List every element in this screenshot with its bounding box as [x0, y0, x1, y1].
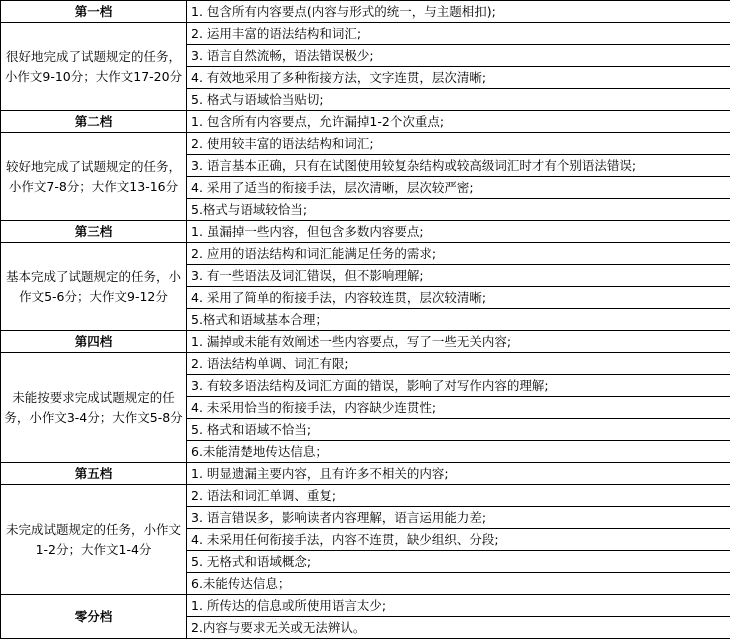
criterion: 3. 语言基本正确，只有在试图使用较复杂结构或较高级词汇时才有个别语法错误;: [187, 155, 730, 177]
grade-row: [1, 353, 730, 375]
criterion: 1. 明显遗漏主要内容，且有许多不相关的内容;: [187, 463, 730, 485]
criterion: 4. 未采用任何衔接手法，内容不连贯，缺少组织、分段;: [187, 529, 730, 551]
grade-title: 第二档: [1, 111, 187, 133]
criterion: 1. 所传达的信息或所使用语言太少;: [187, 595, 730, 617]
grade-title: 零分档: [1, 595, 187, 639]
criterion: 4. 未采用恰当的衔接手法，内容缺少连贯性;: [187, 397, 730, 419]
grade-header-row: [1, 111, 730, 133]
criterion: 2.内容与要求无关或无法辨认。: [187, 617, 730, 639]
criterion: 1. 虽漏掉一些内容，但包含多数内容要点;: [187, 221, 730, 243]
criterion: 5. 无格式和语域概念;: [187, 551, 730, 573]
criterion: 1. 包含所有内容要点，允许漏掉1-2个次重点;: [187, 111, 730, 133]
criterion: 4. 采用了简单的衔接手法，内容较连贯，层次较清晰;: [187, 287, 730, 309]
grade-header-row: [1, 331, 730, 353]
grade-header-row: [1, 595, 730, 617]
criterion: 2. 应用的语法结构和词汇能满足任务的需求;: [187, 243, 730, 265]
grade-description: 很好地完成了试题规定的任务，小作文9-10分；大作文17-20分: [1, 23, 187, 111]
grade-title: 第四档: [1, 331, 187, 353]
criterion: 5. 格式和语域不恰当;: [187, 419, 730, 441]
criterion: 3. 有较多语法结构及词汇方面的错误，影响了对写作内容的理解;: [187, 375, 730, 397]
criterion: 4. 采用了适当的衔接手法，层次清晰，层次较严密;: [187, 177, 730, 199]
criterion: 3. 语言自然流畅，语法错误极少;: [187, 45, 730, 67]
grade-title: 第三档: [1, 221, 187, 243]
grade-row: [1, 243, 730, 265]
grade-description: 较好地完成了试题规定的任务，小作文7-8分；大作文13-16分: [1, 133, 187, 221]
criterion: 2. 运用丰富的语法结构和词汇;: [187, 23, 730, 45]
criterion: 6.未能传达信息；: [187, 573, 730, 595]
grade-header-row: [1, 221, 730, 243]
grade-row: [1, 23, 730, 45]
criterion: 2. 语法结构单调、词汇有限;: [187, 353, 730, 375]
criterion: 5.格式和语域基本合理；: [187, 309, 730, 331]
criterion: 2. 语法和词汇单调、重复;: [187, 485, 730, 507]
grade-row: [1, 133, 730, 155]
grade-header-row: [1, 463, 730, 485]
grade-description: 未能按要求完成试题规定的任务，小作文3-4分；大作文5-8分: [1, 353, 187, 463]
criterion: 3. 语言错误多，影响读者内容理解，语言运用能力差;: [187, 507, 730, 529]
criterion: 1. 包含所有内容要点(内容与形式的统一，与主题相扣);: [187, 1, 730, 23]
criterion: 1. 漏掉或未能有效阐述一些内容要点，写了一些无关内容;: [187, 331, 730, 353]
grade-row: [1, 485, 730, 507]
grade-description: 未完成试题规定的任务，小作文1-2分；大作文1-4分: [1, 485, 187, 595]
grade-title: 第一档: [1, 1, 187, 23]
criterion: 5. 格式与语域恰当贴切;: [187, 89, 730, 111]
criterion: 3. 有一些语法及词汇错误，但不影响理解;: [187, 265, 730, 287]
criterion: 4. 有效地采用了多种衔接方法，文字连贯，层次清晰;: [187, 67, 730, 89]
criterion: 2. 使用较丰富的语法结构和词汇;: [187, 133, 730, 155]
grade-title: 第五档: [1, 463, 187, 485]
criterion: 5.格式与语域较恰当;: [187, 199, 730, 221]
grade-description: 基本完成了试题规定的任务，小作文5-6分；大作文9-12分: [1, 243, 187, 331]
grade-header-row: [1, 1, 730, 23]
criterion: 6.未能清楚地传达信息；: [187, 441, 730, 463]
